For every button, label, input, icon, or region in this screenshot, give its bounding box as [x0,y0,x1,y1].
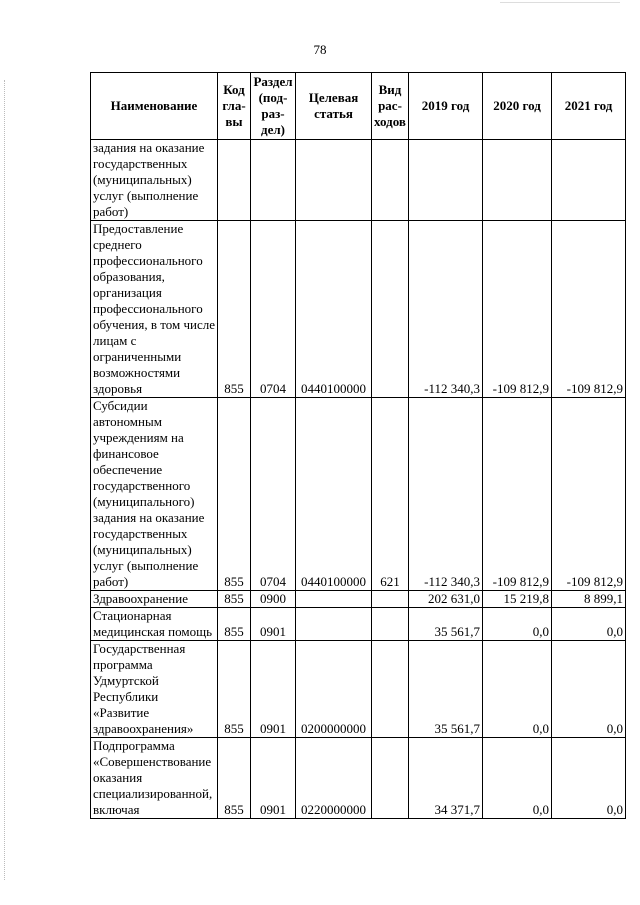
row-section: 0901 [251,738,296,819]
row-name: задания на оказание государственных (муниципальных) услуг (выполнение работ) [91,140,218,221]
row-2021: 0,0 [552,738,626,819]
row-name: Подпрограмма «Совершенствование оказания специализированной, включая [91,738,218,819]
table-row [91,641,626,738]
row-name: Здравоохранение [91,591,218,608]
row-2020 [483,140,552,221]
header-target: Целевая статья [296,73,372,140]
row-section: 0901 [251,608,296,641]
row-chapter: 855 [218,738,251,819]
row-2021 [552,140,626,221]
row-section [251,140,296,221]
header-name: Наименование [91,73,218,140]
row-target: 0440100000 [296,398,372,591]
header-2021: 2021 год [552,73,626,140]
row-2019: 34 371,7 [409,738,483,819]
header-expense: Вид рас- ходов [372,73,409,140]
row-expense [372,140,409,221]
row-expense: 621 [372,398,409,591]
header-2020: 2020 год [483,73,552,140]
row-chapter: 855 [218,398,251,591]
row-2020: -109 812,9 [483,221,552,398]
table-row [91,738,626,819]
row-section: 0704 [251,398,296,591]
row-2019: 35 561,7 [409,641,483,738]
row-chapter: 855 [218,608,251,641]
header-row [91,73,626,140]
row-expense [372,608,409,641]
row-2020: -109 812,9 [483,398,552,591]
row-name: Стационарная медицинская помощь [91,608,218,641]
row-section: 0900 [251,591,296,608]
row-expense [372,738,409,819]
row-2019: -112 340,3 [409,221,483,398]
row-2021: -109 812,9 [552,221,626,398]
page-number: 78 [313,42,327,57]
table-row [91,398,626,591]
row-2021: -109 812,9 [552,398,626,591]
budget-table [90,72,626,819]
row-chapter: 855 [218,221,251,398]
row-name: Предоставление среднего профессионального образования, организация профессионального обучения, в том числе лицам с ограниченными возможностями здоровья [91,221,218,398]
row-2019 [409,140,483,221]
header-2019: 2019 год [409,73,483,140]
row-2019: 202 631,0 [409,591,483,608]
row-2021: 0,0 [552,608,626,641]
row-target [296,591,372,608]
header-section: Раздел (под- раз- дел) [251,73,296,140]
scan-edge-line [500,2,620,3]
row-2020: 0,0 [483,738,552,819]
row-2021: 0,0 [552,641,626,738]
table-row [91,221,626,398]
row-2020: 0,0 [483,608,552,641]
table-row [91,591,626,608]
header-chapter: Код гла- вы [218,73,251,140]
row-chapter [218,140,251,221]
row-target: 0200000000 [296,641,372,738]
row-2020: 0,0 [483,641,552,738]
row-expense [372,591,409,608]
row-target: 0440100000 [296,221,372,398]
row-target: 0220000000 [296,738,372,819]
row-target [296,608,372,641]
scan-margin-marks [4,80,6,880]
table-row [91,608,626,641]
row-name: Государственная программа Удмуртской Республики «Развитие здравоохранения» [91,641,218,738]
row-chapter: 855 [218,641,251,738]
row-chapter: 855 [218,591,251,608]
row-2019: -112 340,3 [409,398,483,591]
row-section: 0704 [251,221,296,398]
row-name: Субсидии автономным учреждениям на финансовое обеспечение государственного (муниципального) задания на оказание государственных (муниципальных) услуг (выполнение работ) [91,398,218,591]
row-2020: 15 219,8 [483,591,552,608]
row-expense [372,221,409,398]
table-row [91,140,626,221]
row-target [296,140,372,221]
row-2021: 8 899,1 [552,591,626,608]
row-expense [372,641,409,738]
row-2019: 35 561,7 [409,608,483,641]
row-section: 0901 [251,641,296,738]
